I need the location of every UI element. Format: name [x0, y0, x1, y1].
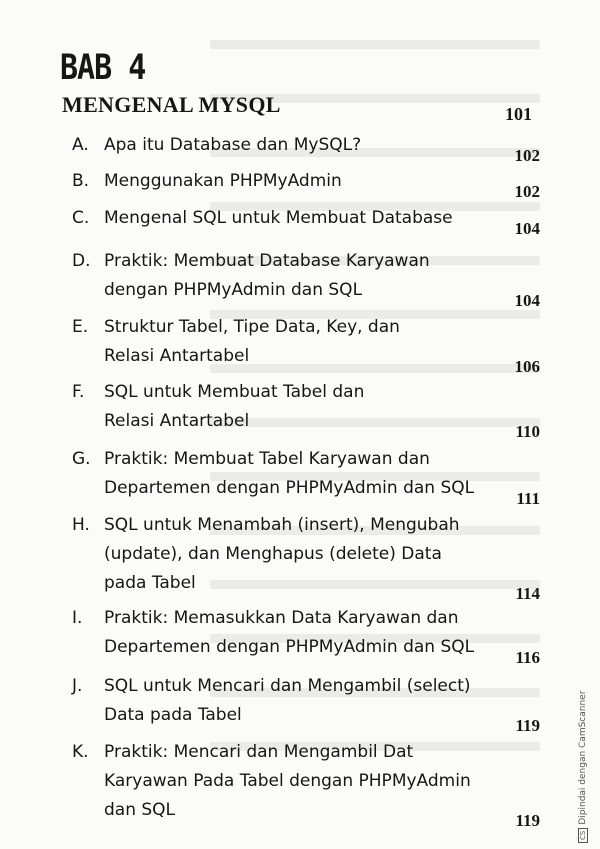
toc-entry-page: 104	[514, 291, 540, 310]
toc-entry-page: 102	[514, 146, 540, 165]
camscanner-logo-icon: CS	[578, 828, 588, 843]
toc-entry-page: 111	[516, 489, 540, 508]
toc-entry-title	[104, 604, 489, 662]
toc-entry	[72, 204, 540, 238]
toc-entry-line: Relasi Antartabel	[104, 411, 250, 431]
toc-entry-page: 110	[515, 422, 540, 441]
toc-entry-title	[104, 738, 489, 825]
toc-entry	[72, 672, 540, 735]
scanner-watermark-text: Dipindai dengan CamScanner	[578, 690, 588, 825]
toc-entry-page: 102	[514, 182, 540, 201]
toc-entry-line: (update), dan Menghapus (delete) Data	[104, 544, 442, 564]
toc-entry-line: Struktur Tabel, Tipe Data, Key, dan	[104, 317, 400, 337]
toc-entry-letter: K.	[72, 742, 89, 762]
toc-entry-line: Praktik: Membuat Database Karyawan	[104, 251, 430, 271]
toc-entry	[72, 604, 540, 667]
toc-entry-letter: C.	[72, 208, 90, 228]
toc-entry-letter: H.	[72, 515, 90, 535]
toc-entry-line: dengan PHPMyAdmin dan SQL	[104, 280, 363, 300]
toc-entry-title	[104, 672, 489, 730]
toc-entry	[72, 167, 540, 201]
toc-entry-title	[104, 313, 489, 371]
toc-entry-page: 106	[514, 357, 540, 376]
toc-entry-line: Relasi Antartabel	[104, 346, 250, 366]
toc-entry-line: Mengenal SQL untuk Membuat Database	[104, 208, 453, 228]
toc-entry-line: Praktik: Membuat Tabel Karyawan dan	[104, 449, 430, 469]
toc-entry-letter: F.	[72, 382, 85, 402]
toc-entry-title	[104, 247, 489, 305]
chapter-label: BAB 4	[60, 48, 146, 89]
toc-entry	[72, 131, 540, 165]
toc-entry-title	[104, 511, 489, 598]
chapter-page-number: 101	[505, 104, 532, 124]
toc-entry-title	[104, 131, 489, 160]
toc-entry-title	[104, 204, 489, 233]
toc-entry	[72, 511, 540, 603]
toc-entry-line: Praktik: Memasukkan Data Karyawan dan	[104, 608, 459, 628]
toc-entry-title	[104, 445, 489, 503]
toc-entry	[72, 738, 540, 830]
toc-entry-line: dan SQL	[104, 800, 176, 820]
toc-entry-line: Apa itu Database dan MySQL?	[104, 135, 362, 155]
toc-entry-title	[104, 167, 489, 196]
scanner-watermark	[578, 691, 588, 843]
toc-entry-line: Karyawan Pada Tabel dengan PHPMyAdmin	[104, 771, 471, 791]
toc-entry-letter: I.	[72, 608, 83, 628]
toc-entry-page: 119	[515, 811, 540, 830]
toc-entry-letter: E.	[72, 317, 89, 337]
toc-entry-page: 114	[515, 584, 540, 603]
toc-entry-page: 104	[514, 219, 540, 238]
toc-entry-letter: J.	[72, 676, 83, 696]
toc-entry-line: SQL untuk Mencari dan Mengambil (select)	[104, 676, 471, 696]
toc-entry	[72, 247, 540, 310]
toc-entry-line: pada Tabel	[104, 573, 196, 593]
toc-entry	[72, 445, 540, 508]
toc-entry-letter: A.	[72, 135, 89, 155]
toc-entry	[72, 313, 540, 376]
toc-entry-letter: G.	[72, 449, 91, 469]
toc-entry-line: SQL untuk Membuat Tabel dan	[104, 382, 365, 402]
toc-entry-line: Data pada Tabel	[104, 705, 242, 725]
toc-entry-line: SQL untuk Menambah (insert), Mengubah	[104, 515, 460, 535]
toc-entry-page: 116	[515, 648, 540, 667]
toc-entry-page: 119	[515, 716, 540, 735]
toc-entry-line: Menggunakan PHPMyAdmin	[104, 171, 342, 191]
toc-entry-line: Praktik: Mencari dan Mengambil Dat	[104, 742, 414, 762]
toc-entry-letter: B.	[72, 171, 90, 191]
toc-entry-title	[104, 378, 489, 436]
toc-entry	[72, 378, 540, 441]
toc-entry-line: Departemen dengan PHPMyAdmin dan SQL	[104, 478, 475, 498]
toc-entry-line: Departemen dengan PHPMyAdmin dan SQL	[104, 637, 475, 657]
toc-entry-letter: D.	[72, 251, 91, 271]
chapter-title: MENGENAL MYSQL	[62, 92, 281, 117]
